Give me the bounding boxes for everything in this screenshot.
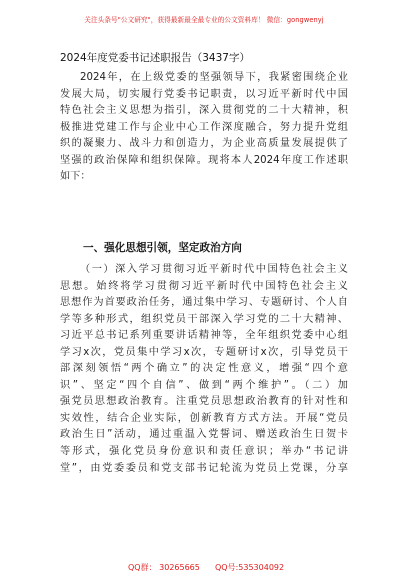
promo-banner: 关注头条号"公文研究"，获得最新最全最专业的公文资料库！ 微信：gongwenyj (84, 16, 324, 24)
paragraph-line: 实效性，结合企业实际，创新教育方式方法。开展“党员 (60, 412, 348, 424)
paragraph-line: 习近平总书记系列重要讲话精神等，全年组织党委中心组 (60, 330, 348, 342)
qq-group-number: QQ群： 30265665 (128, 563, 200, 572)
paragraph-line: 发展大局，切实履行党委书记职责，以习近平新时代中国 (60, 88, 348, 100)
section-heading: 一、强化思想引领，坚定政治方向 (83, 242, 242, 254)
paragraph-line: 学等多种形式，组织党员干部深入学习党的二十大精神、 (60, 313, 348, 325)
paragraph-line: 堂”，由党委委员和党支部书记轮流为党员上党课，分享 (60, 462, 348, 474)
paragraph-line: 识”、坚定“四个自信”、做到“两个维护”。（二）加 (60, 379, 348, 391)
qq-account-number: QQ号:535304092 (215, 563, 285, 572)
paragraph-line: 等形式，强化党员身份意识和责任意识；举办“书记讲 (60, 446, 348, 458)
paragraph-line: 2024年，在上级党委的坚强领导下，我紧密围绕企业 (80, 72, 348, 83)
section-paragraph (60, 262, 348, 477)
paragraph-line: （一）深入学习贯彻习近平新时代中国特色社会主义 (80, 264, 348, 275)
document-title: 2024年度党委书记述职报告（3437字） (60, 52, 250, 64)
paragraph-line: 部深刻领悟“两个确立”的决定性意义，增强“四个意 (60, 363, 348, 375)
paragraph-line: 思想作为首要政治任务，通过集中学习、专题研讨、个人自 (60, 297, 348, 309)
paragraph-line: 特色社会主义思想为指引，深入贯彻党的二十大精神，积 (60, 105, 348, 117)
paragraph-line: 坚强的政治保障和组织保障。现将本人2024年度工作述职 (60, 154, 348, 166)
paragraph-line: 强党员思想政治教育。注重党员思想政治教育的针对性和 (60, 396, 348, 408)
paragraph-line: 极推进党建工作与企业中心工作深度融合，努力提升党组 (60, 121, 348, 133)
paragraph-line: 织的凝聚力、战斗力和创造力，为企业高质量发展提供了 (60, 138, 348, 150)
paragraph-line: 思想。始终将学习贯彻习近平新时代中国特色社会主义 (60, 280, 348, 292)
paragraph-line: 如下： (60, 171, 91, 183)
intro-paragraph (60, 70, 348, 186)
paragraph-line: 政治生日”活动，通过重温入党誓词、赠送政治生日贺卡 (60, 429, 348, 441)
paragraph-line: 学习x次，党员集中学习x次，专题研讨x次，引导党员干 (60, 346, 348, 358)
